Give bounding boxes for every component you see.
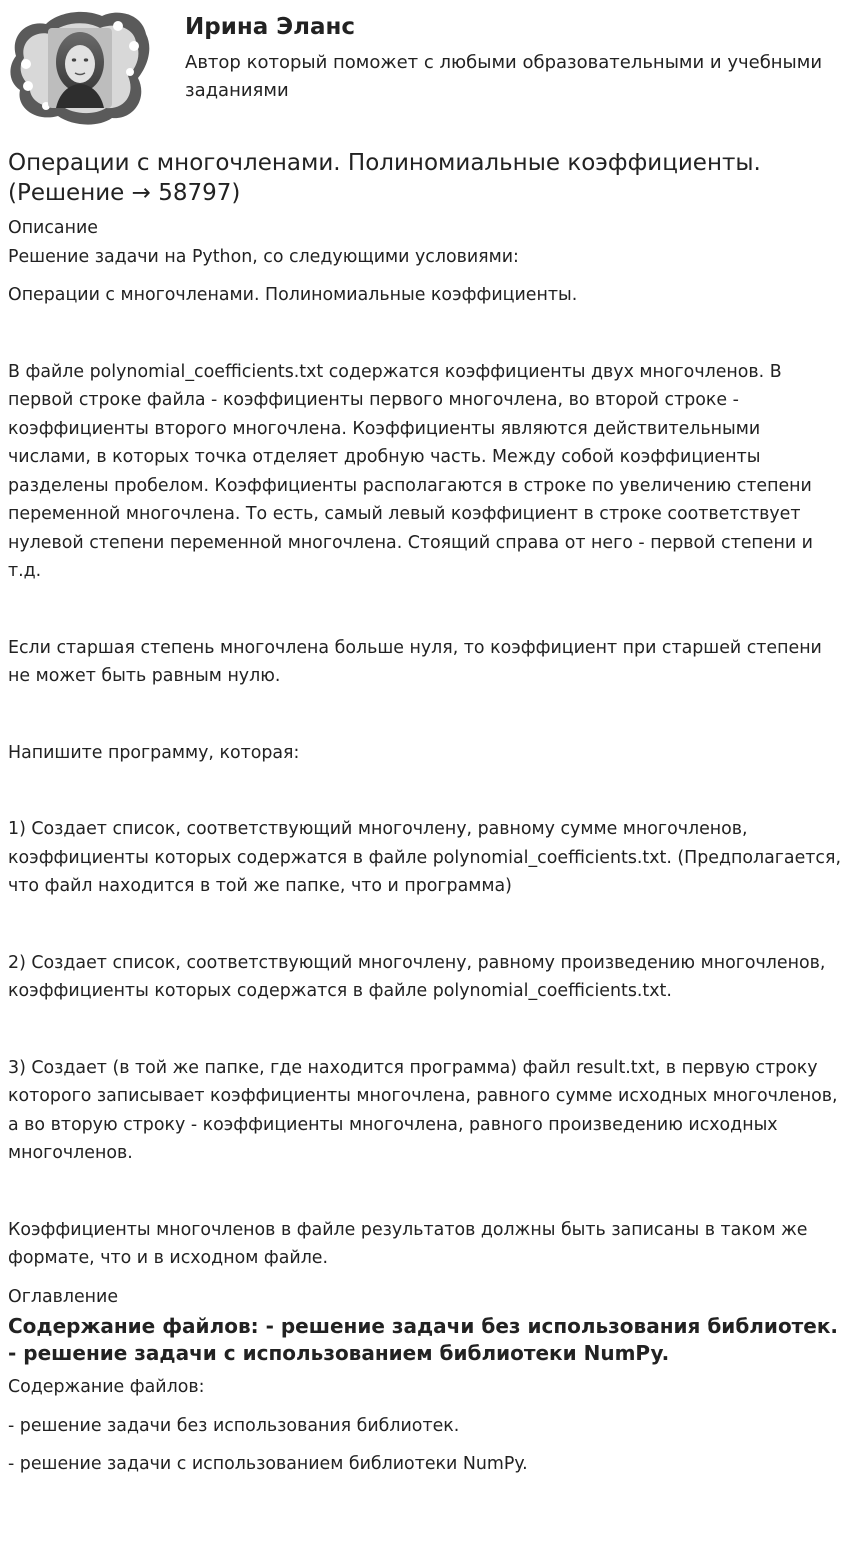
toc-label: Оглавление	[8, 1286, 119, 1307]
author-description: Автор который поможет с любыми образовательными и учебными заданиями	[185, 52, 823, 101]
description-paragraph: Если старшая степень многочлена больше нуля, то коэффициент при старшей степени не может быть равным нулю.	[8, 637, 822, 686]
toc-contents-label: Содержание файлов:	[8, 1377, 205, 1397]
page-content	[8, 214, 842, 1479]
description-paragraph: 3) Создает (в той же папке, где находится программа) файл result.txt, в первую строку которого записывает коэффициенты многочлена, равного сумме исходных многочленов, а во вторую строку - коэффициенты многочлена, равного произведению исходных многочленов.	[8, 1057, 838, 1163]
description-paragraph: Напишите программу, которая:	[8, 742, 300, 763]
description-paragraph: 2) Создает список, соответствующий многочлену, равному произведению многочленов, коэффициенты которых содержатся в файле polynomial_coefficients.txt.	[8, 952, 826, 1001]
description-paragraph: 1) Создает список, соответствующий многочлену, равному сумме многочленов, коэффициенты которых содержатся в файле polynomial_coefficients.txt. (Предполагается, что файл находится в той же папке, что и программа)	[8, 819, 841, 896]
author-name[interactable]: Ирина Эланс	[185, 14, 356, 40]
author-header	[0, 0, 847, 130]
task-title: Операции с многочленами. Полиномиальные коэффициенты.	[8, 285, 578, 305]
description-paragraph: Коэффициенты многочленов в файле результатов должны быть записаны в таком же формате, что и в исходном файле.	[8, 1219, 808, 1268]
page-title-line1: Операции с многочленами. Полиномиальные коэффициенты.	[8, 150, 761, 176]
description-intro: Решение задачи на Python, со следующими условиями:	[8, 246, 519, 267]
toc-item: - решение задачи с использованием библиотеки NumPy.	[8, 1454, 528, 1474]
description-label: Описание	[8, 218, 98, 238]
author-avatar[interactable]	[6, 6, 152, 126]
page-title	[8, 148, 838, 208]
toc-heading: Содержание файлов: - решение задачи без использования библиотек. - решение задачи с использованием библиотеки NumPy.	[8, 1314, 839, 1365]
description-paragraph: В файле polynomial_coefficients.txt содержатся коэффициенты двух многочленов. В первой строке файла - коэффициенты первого многочлена, во второй строке - коэффициенты второго многочлена. Коэффициенты являются действительными числами, в которых точка отделяет дробную часть. Между собой коэффициенты разделены пробелом. Коэффициенты располагаются в строке по увеличению степени переменной многочлена. То есть, самый левый коэффициент в строке соответствует нулевой степени переменной многочлена. Стоящий справа от него - первой степени и т.д.	[8, 361, 813, 581]
page-title-line2: (Решение → 58797)	[8, 180, 241, 206]
toc-item: - решение задачи без использования библиотек.	[8, 1415, 460, 1436]
